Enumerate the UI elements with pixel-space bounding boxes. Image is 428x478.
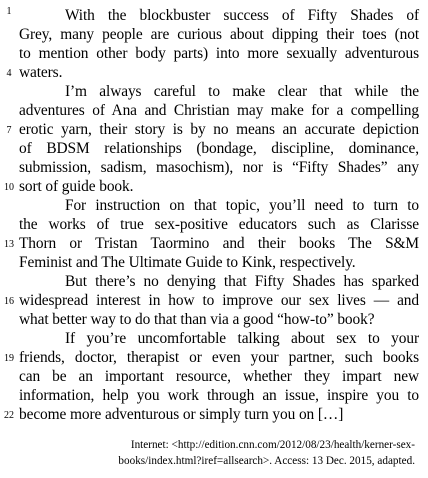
text-line: But there’s no denying that Fifty Shades has sparked	[65, 273, 419, 290]
text-line: can be an important resource, whether they impart new	[19, 368, 419, 385]
text-line: Grey, many people are curious about dipping their toes (not	[19, 26, 419, 43]
line-number: 16	[4, 296, 14, 307]
text-line: submission, sadism, masochism), nor is “Fifty Shades” any	[19, 159, 419, 176]
line-number: 10	[4, 182, 14, 193]
text-line: If you’re uncomfortable talking about sex to your	[65, 330, 419, 347]
source-citation-line: Internet: <http://edition.cnn.com/2012/08/23/health/kerner-sex-	[130, 439, 415, 451]
text-line: waters.	[19, 64, 63, 81]
text-line: become more adventurous or simply turn you on […]	[19, 406, 344, 423]
text-line: information, help you work through an issue, inspire you to	[19, 387, 419, 404]
text-line: the works of true sex-positive educators such as Clarisse	[19, 216, 419, 233]
text-line: Feminist and The Ultimate Guide to Kink, respectively.	[19, 254, 356, 271]
source-citation-line: books/index.html?iref=allsearch>. Access: 13 Dec. 2015, adapted.	[118, 455, 415, 467]
line-number: 1	[6, 6, 12, 17]
text-line: sort of guide book.	[19, 178, 134, 195]
text-line: For instruction on that topic, you’ll need to turn to	[65, 197, 419, 214]
line-number: 4	[6, 68, 12, 79]
text-line: what better way to do that than via a good “how-to” book?	[19, 311, 375, 328]
line-number: 22	[4, 410, 14, 421]
text-line: to mention other body parts) into more sexually adventurous	[19, 45, 419, 62]
text-line: of BDSM relationships (bondage, discipline, dominance,	[19, 140, 419, 157]
line-number: 13	[4, 239, 14, 250]
text-line: friends, doctor, therapist or even your partner, such books	[19, 349, 419, 366]
text-line: erotic yarn, their story is by no means an accurate depiction	[19, 121, 419, 138]
line-number: 7	[6, 125, 12, 136]
text-line: With the blockbuster success of Fifty Shades of	[65, 7, 419, 24]
text-line: I’m always careful to make clear that while the	[65, 83, 419, 100]
text-line: widespread interest in how to improve our sex lives — and	[19, 292, 419, 309]
text-line: Thorn or Tristan Taormino and their books The S&M	[19, 235, 419, 252]
text-line: adventures of Ana and Christian may make for a compelling	[19, 102, 419, 119]
line-number: 19	[4, 353, 14, 364]
